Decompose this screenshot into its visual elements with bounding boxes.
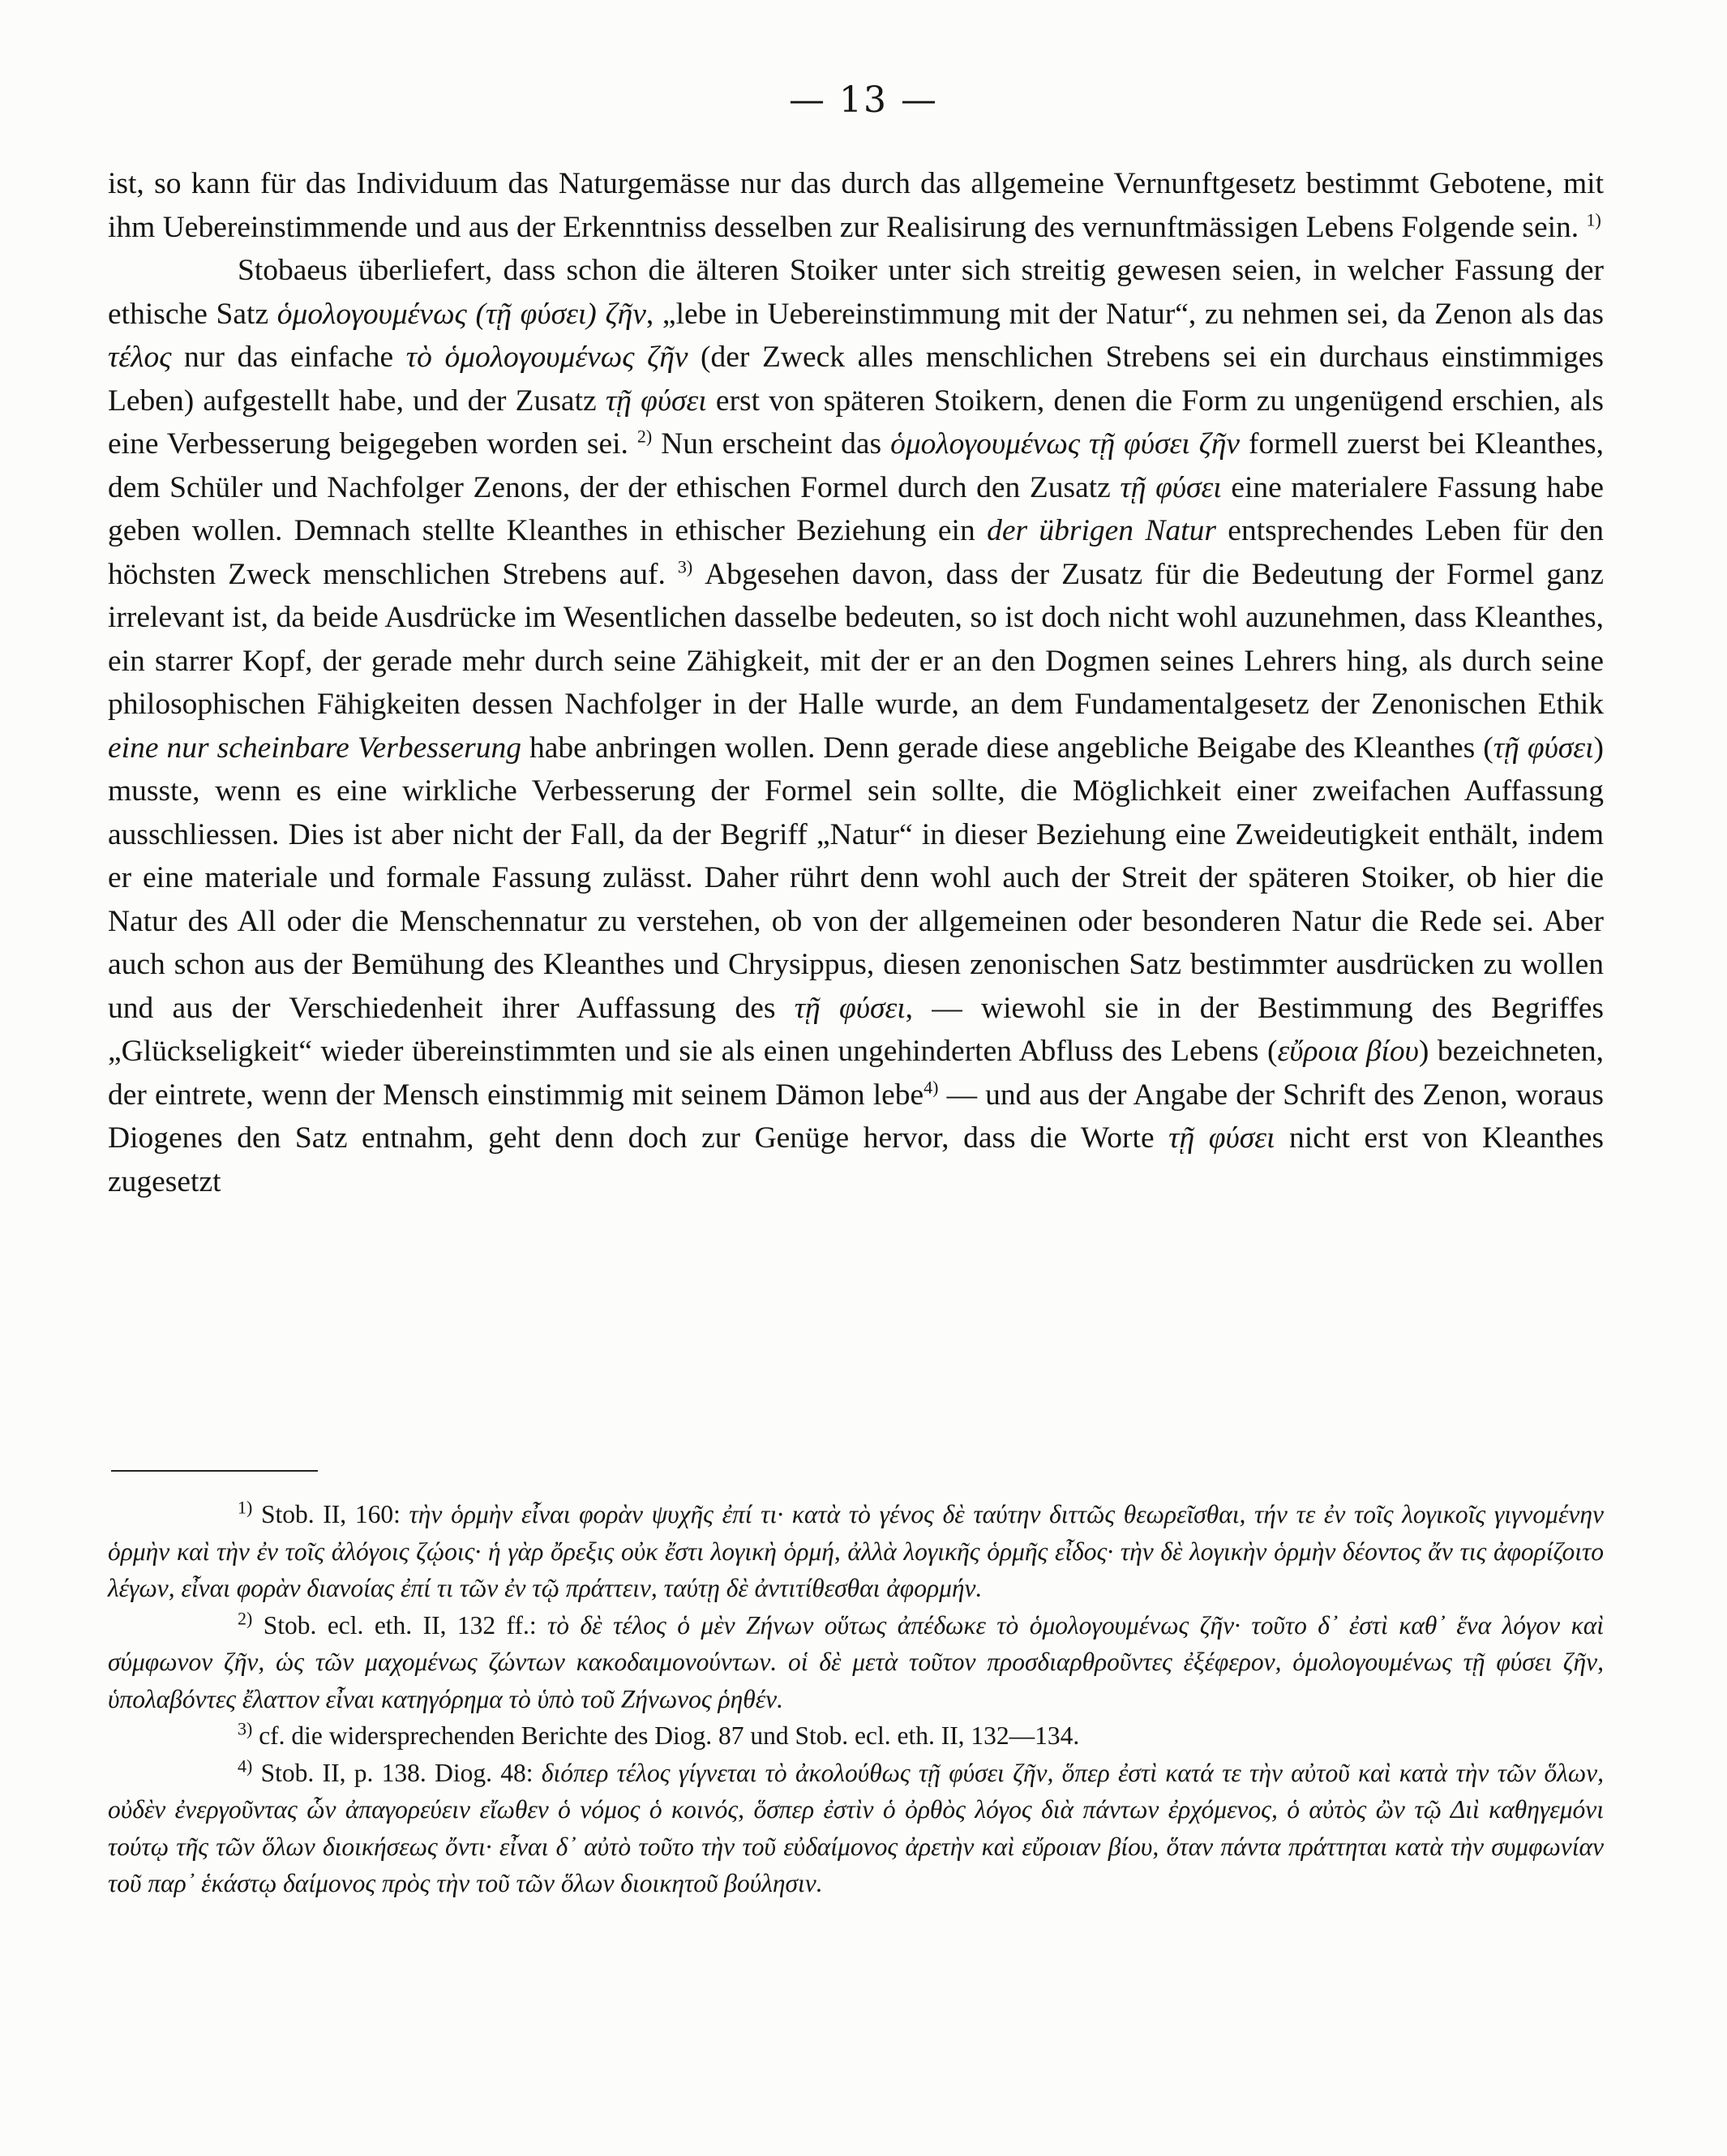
greek-phrase: τῇ φύσει [605, 384, 707, 418]
text-run: , „lebe in Uebereinstimmung mit der Natur“, zu nehmen sei, da Zenon als das [645, 297, 1604, 331]
text-run: nur das einfache [171, 341, 406, 374]
paragraph-2 [108, 249, 1604, 1203]
main-text [108, 162, 1604, 1203]
text-run: Nun erscheint das [652, 427, 891, 461]
text-run: ) bezeichneten, der eintrete, wenn der Mensch einstimmig mit seinem Dämon lebe [108, 1035, 1604, 1112]
greek-phrase: τῇ φύσει [794, 991, 906, 1025]
paragraph-1-text: ist, so kann für das Individuum das Naturgemässe nur das durch das allgemeine Vernunftgesetz bestimmt Gebotene, mit ihm Uebereinstimmende und aus der Erkenntniss desselben zur Realisirung des vernunftmässigen Lebens Folgende sein. [108, 167, 1604, 244]
text-run: — und aus der Angabe der Schrift des Zenon, woraus Diogenes den Satz entnahm, geht denn doch zur Genüge hervor, dass die Worte [108, 1078, 1604, 1155]
greek-phrase: ὁμολογουμένως (τῇ φύσει) ζῆν [276, 297, 646, 331]
text-run: habe anbringen wollen. Denn gerade diese angebliche Beigabe des Kleanthes ( [521, 731, 1493, 765]
footnote-ref-1: 1) [1586, 209, 1601, 229]
footnote-ref-4: 4) [923, 1077, 939, 1097]
footnote-divider [111, 1470, 318, 1472]
footnote-greek: διόπερ τέλος γίγνεται τὸ ἀκολούθως τῇ φύσει ζῆν, ὅπερ ἐστὶ κατά τε τὴν αὐτοῦ καὶ κατὰ τὴν τῶν ὅλων, οὐδὲν ἐνεργοῦντας ὧν ἀπαγορεύειν εἴωθεν ὁ νόμος ὁ κοινός, ὅσπερ ἐστὶν ὁ ὀρθὸς λόγος διὰ πάντων ἐρχόμενος, ὁ αὐτὸς ὢν τῷ Διὶ καθηγεμόνι τούτῳ τῆς τῶν ὅλων διοικήσεως ὄντι· εἶναι δ᾽ αὐτὸ τοῦτο τὴν τοῦ εὐδαίμονος ἀρετὴν καὶ εὔροιαν βίου, ὅταν πάντα πράττηται κατὰ τὴν συμφωνίαν τοῦ παρ᾽ ἑκάστῳ δαίμονος πρὸς τὴν τοῦ τῶν ὅλων διοικητοῦ βούλησιν. [108, 1758, 1604, 1897]
text-run: ) musste, wenn es eine wirkliche Verbesserung der Formel sein sollte, die Möglichkeit einer zweifachen Auffassung ausschliessen. Dies ist aber nicht der Fall, da der Begriff „Natur“ in dieser Beziehung eine Zweideutigkeit enthält, indem er eine materiale und formale Fassung zulässt. Daher rührt denn wohl auch der Streit der späteren Stoiker, ob hier die Natur des All oder die Menschennatur zu verstehen, ob von der allgemeinen oder besonderen Natur die Rede sei. Aber auch schon aus der Bemühung des Kleanthes und Chrysippus, diesen zenonischen Satz bestimmter ausdrücken zu wollen und aus der Verschiedenheit ihrer Auffassung des [108, 731, 1604, 1025]
footnote-1 [108, 1496, 1604, 1607]
footnote-marker: 1) [238, 1497, 253, 1518]
text-run: erst von späteren Stoikern, denen die Form zu ungenügend erschien, als eine Verbesserung beigegeben worden sei. [108, 384, 1604, 461]
greek-phrase: εὔροια βίου [1277, 1035, 1419, 1068]
footnote-greek: τὴν ὁρμὴν εἶναι φορὰν ψυχῆς ἐπί τι· κατὰ τὸ γένος δὲ ταύτην διττῶς θεωρεῖσθαι, τήν τε ἐν τοῖς λογικοῖς γιγνομένην ὁρμὴν καὶ τὴν ἐν τοῖς ἀλόγοις ζῴοις· ἡ γὰρ ὄρεξις οὐκ ἔστι λογικὴ ὁρμή, ἀλλὰ λογικῆς ὁρμῆς εἶδος· τὴν δὲ λογικὴν ὁρμὴν δέοντος ἄν τις ἀφορίζοιτο λέγων, εἶναι φορὰν διανοίας ἐπί τι τῶν ἐν τῷ πράττειν, ταύτῃ δὲ ἀντιτίθεσθαι ἀφορμήν. [108, 1500, 1604, 1602]
page-number: — 13 — [789, 79, 938, 121]
italic-phrase: eine nur scheinbare Verbesserung [108, 731, 521, 765]
footnote-marker: 3) [238, 1718, 253, 1739]
italic-phrase: der übrigen Natur [987, 514, 1216, 547]
footnote-3 [108, 1717, 1604, 1755]
footnote-ref-3: 3) [677, 556, 693, 577]
text-run: entsprechendes Leben für den höchsten Zweck menschlichen Strebens auf. [108, 514, 1605, 591]
greek-phrase: τὸ ὁμολογουμένως ζῆν [405, 341, 688, 374]
footnote-2 [108, 1607, 1604, 1718]
greek-phrase: τέλος [108, 341, 172, 374]
footnote-reference: Stob. II, p. 138. Diog. 48: [252, 1758, 542, 1787]
greek-phrase: τῇ φύσει [1120, 470, 1222, 504]
footnote-ref-2: 2) [636, 426, 653, 447]
text-run: (der Zweck alles menschlichen Strebens sei ein durchaus einstimmiges Leben) aufgestellt habe, und der Zusatz [108, 341, 1604, 418]
greek-phrase: ὁμολογουμένως τῇ φύσει ζῆν [890, 427, 1241, 461]
footnote-reference: Stob. II, 160: [252, 1500, 409, 1528]
footnote-marker: 2) [238, 1608, 253, 1628]
text-run: Stobaeus überliefert, dass schon die älteren Stoiker unter sich streitig gewesen seien, in welcher Fassung der ethische Satz [108, 254, 1604, 331]
footnote-marker: 4) [238, 1755, 253, 1776]
footnote-greek: τὸ δὲ τέλος ὁ μὲν Ζήνων οὕτως ἀπέδωκε τὸ ὁμολογουμένως ζῆν· τοῦτο δ᾽ ἐστὶ καθ᾽ ἕνα λόγον καὶ σύμφωνον ζῆν, ὡς τῶν μαχομένως ζώντων κακοδαιμονούντων. οἱ δὲ μετὰ τοῦτον προσδιαρθροῦντες ἐξέφερον, ὁμολογουμένως τῇ φύσει ζῆν, ὑπολαβόντες ἔλαττον εἶναι κατηγόρημα τὸ ὑπὸ τοῦ Ζήνωνος ῥηθέν. [108, 1610, 1604, 1713]
paragraph-1 [108, 162, 1604, 249]
footnote-4 [108, 1755, 1604, 1902]
text-run: , — wiewohl sie in der Bestimmung des Begriffes „Glückseligkeit“ wieder übereinstimmten und sie als einen ungehinderten Abfluss des Lebens ( [108, 991, 1604, 1068]
greek-phrase: τῇ φύσει [1168, 1121, 1275, 1155]
greek-phrase: τῇ φύσει [1493, 731, 1594, 765]
text-run: eine materialere Fassung habe geben wollen. Demnach stellte Kleanthes in ethischer Beziehung ein [108, 470, 1605, 547]
text-run: Abgesehen davon, dass der Zusatz für die Bedeutung der Formel ganz irrelevant ist, da beide Ausdrücke im Wesentlichen dasselbe bedeuten, so ist doch nicht wohl auzunehmen, dass Kleanthes, ein starrer Kopf, der gerade mehr durch seine Zähigkeit, mit der er an den Dogmen seines Lehrers hing, als durch seine philosophischen Fähigkeiten dessen Nachfolger in der Halle wurde, an dem Fundamentalgesetz der Zenonischen Ethik [108, 557, 1605, 721]
footnotes [108, 1496, 1604, 1902]
text-run: formell zuerst bei Kleanthes, dem Schüler und Nachfolger Zenons, der der ethischen Formel durch den Zusatz [108, 427, 1605, 504]
text-run: nicht erst von Kleanthes zugesetzt [108, 1121, 1604, 1198]
footnote-reference: Stob. ecl. eth. II, 132 ff.: [252, 1610, 548, 1640]
footnote-reference: cf. die widersprechenden Berichte des Diog. 87 und Stob. ecl. eth. II, 132—134. [252, 1721, 1080, 1750]
